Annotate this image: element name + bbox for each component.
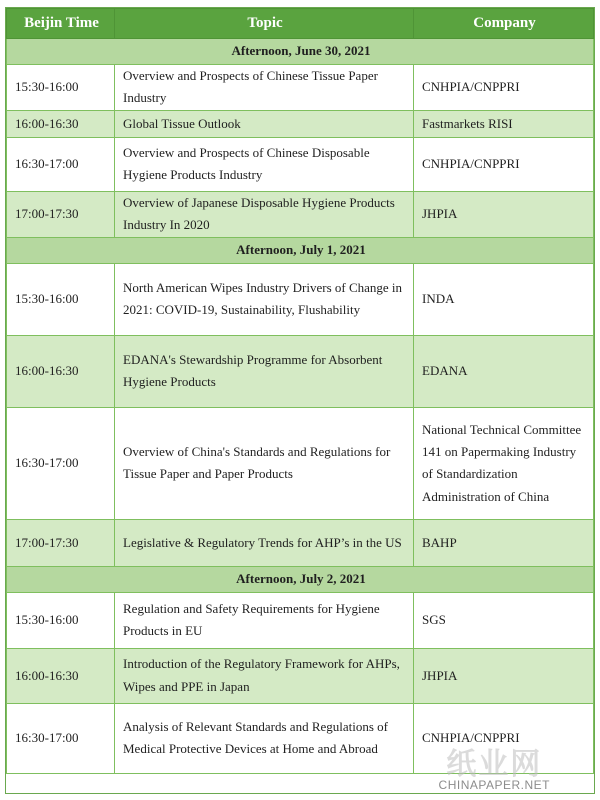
watermark-logo-text: 纸业网 <box>446 747 543 782</box>
section-title: Afternoon, July 1, 2021 <box>7 237 594 263</box>
company-cell: BAHP <box>414 519 594 566</box>
table-row <box>7 191 594 237</box>
table-row <box>7 110 594 137</box>
time-cell: 16:30-17:00 <box>7 407 115 519</box>
time-cell: 15:30-16:00 <box>7 592 115 648</box>
section-header <box>7 566 594 592</box>
company-cell: Fastmarkets RISI <box>414 110 594 137</box>
table-row <box>7 263 594 335</box>
company-cell: JHPIA <box>414 648 594 703</box>
section-title: Afternoon, July 2, 2021 <box>7 566 594 592</box>
table-row <box>7 65 594 111</box>
topic-cell: EDANA's Stewardship Programme for Absorbent Hygiene Products <box>115 335 414 407</box>
agenda-table <box>6 8 594 774</box>
agenda-container <box>5 7 595 794</box>
company-cell: JHPIA <box>414 191 594 237</box>
topic-cell: Introduction of the Regulatory Framework for AHPs, Wipes and PPE in Japan <box>115 648 414 703</box>
company-cell: INDA <box>414 263 594 335</box>
time-cell: 16:00-16:30 <box>7 110 115 137</box>
topic-cell: Overview of China's Standards and Regulations for Tissue Paper and Paper Products <box>115 407 414 519</box>
time-cell: 16:00-16:30 <box>7 648 115 703</box>
table-row <box>7 137 594 191</box>
header-company: Company <box>414 9 594 39</box>
header-time: Beijin Time <box>7 9 115 39</box>
topic-cell: Overview and Prospects of Chinese Disposable Hygiene Products Industry <box>115 137 414 191</box>
company-cell: SGS <box>414 592 594 648</box>
table-row <box>7 648 594 703</box>
watermark-domain: CHINAPAPER.NET <box>438 778 550 792</box>
company-cell: National Technical Committee 141 on Papermaking Industry of Standardization Administration of China <box>414 407 594 519</box>
time-cell: 16:30-17:00 <box>7 137 115 191</box>
topic-cell: Global Tissue Outlook <box>115 110 414 137</box>
company-cell: CNHPIA/CNPPRI <box>414 65 594 111</box>
company-cell: CNHPIA/CNPPRI <box>414 137 594 191</box>
time-cell: 16:00-16:30 <box>7 335 115 407</box>
table-row <box>7 335 594 407</box>
company-cell: CNHPIA/CNPPRI <box>414 703 594 773</box>
time-cell: 16:30-17:00 <box>7 703 115 773</box>
time-cell: 17:00-17:30 <box>7 191 115 237</box>
table-row <box>7 703 594 773</box>
section-header <box>7 39 594 65</box>
company-cell: EDANA <box>414 335 594 407</box>
topic-cell: Legislative & Regulatory Trends for AHP’s in the US <box>115 519 414 566</box>
topic-cell: Regulation and Safety Requirements for Hygiene Products in EU <box>115 592 414 648</box>
section-header <box>7 237 594 263</box>
table-row <box>7 407 594 519</box>
table-row <box>7 519 594 566</box>
topic-cell: Overview of Japanese Disposable Hygiene Products Industry In 2020 <box>115 191 414 237</box>
header-row <box>7 9 594 39</box>
table-row <box>7 592 594 648</box>
time-cell: 17:00-17:30 <box>7 519 115 566</box>
topic-cell: North American Wipes Industry Drivers of Change in 2021: COVID-19, Sustainability, Flushability <box>115 263 414 335</box>
time-cell: 15:30-16:00 <box>7 263 115 335</box>
topic-cell: Analysis of Relevant Standards and Regulations of Medical Protective Devices at Home and Abroad <box>115 703 414 773</box>
header-topic: Topic <box>115 9 414 39</box>
section-title: Afternoon, June 30, 2021 <box>7 39 594 65</box>
topic-cell: Overview and Prospects of Chinese Tissue Paper Industry <box>115 65 414 111</box>
time-cell: 15:30-16:00 <box>7 65 115 111</box>
